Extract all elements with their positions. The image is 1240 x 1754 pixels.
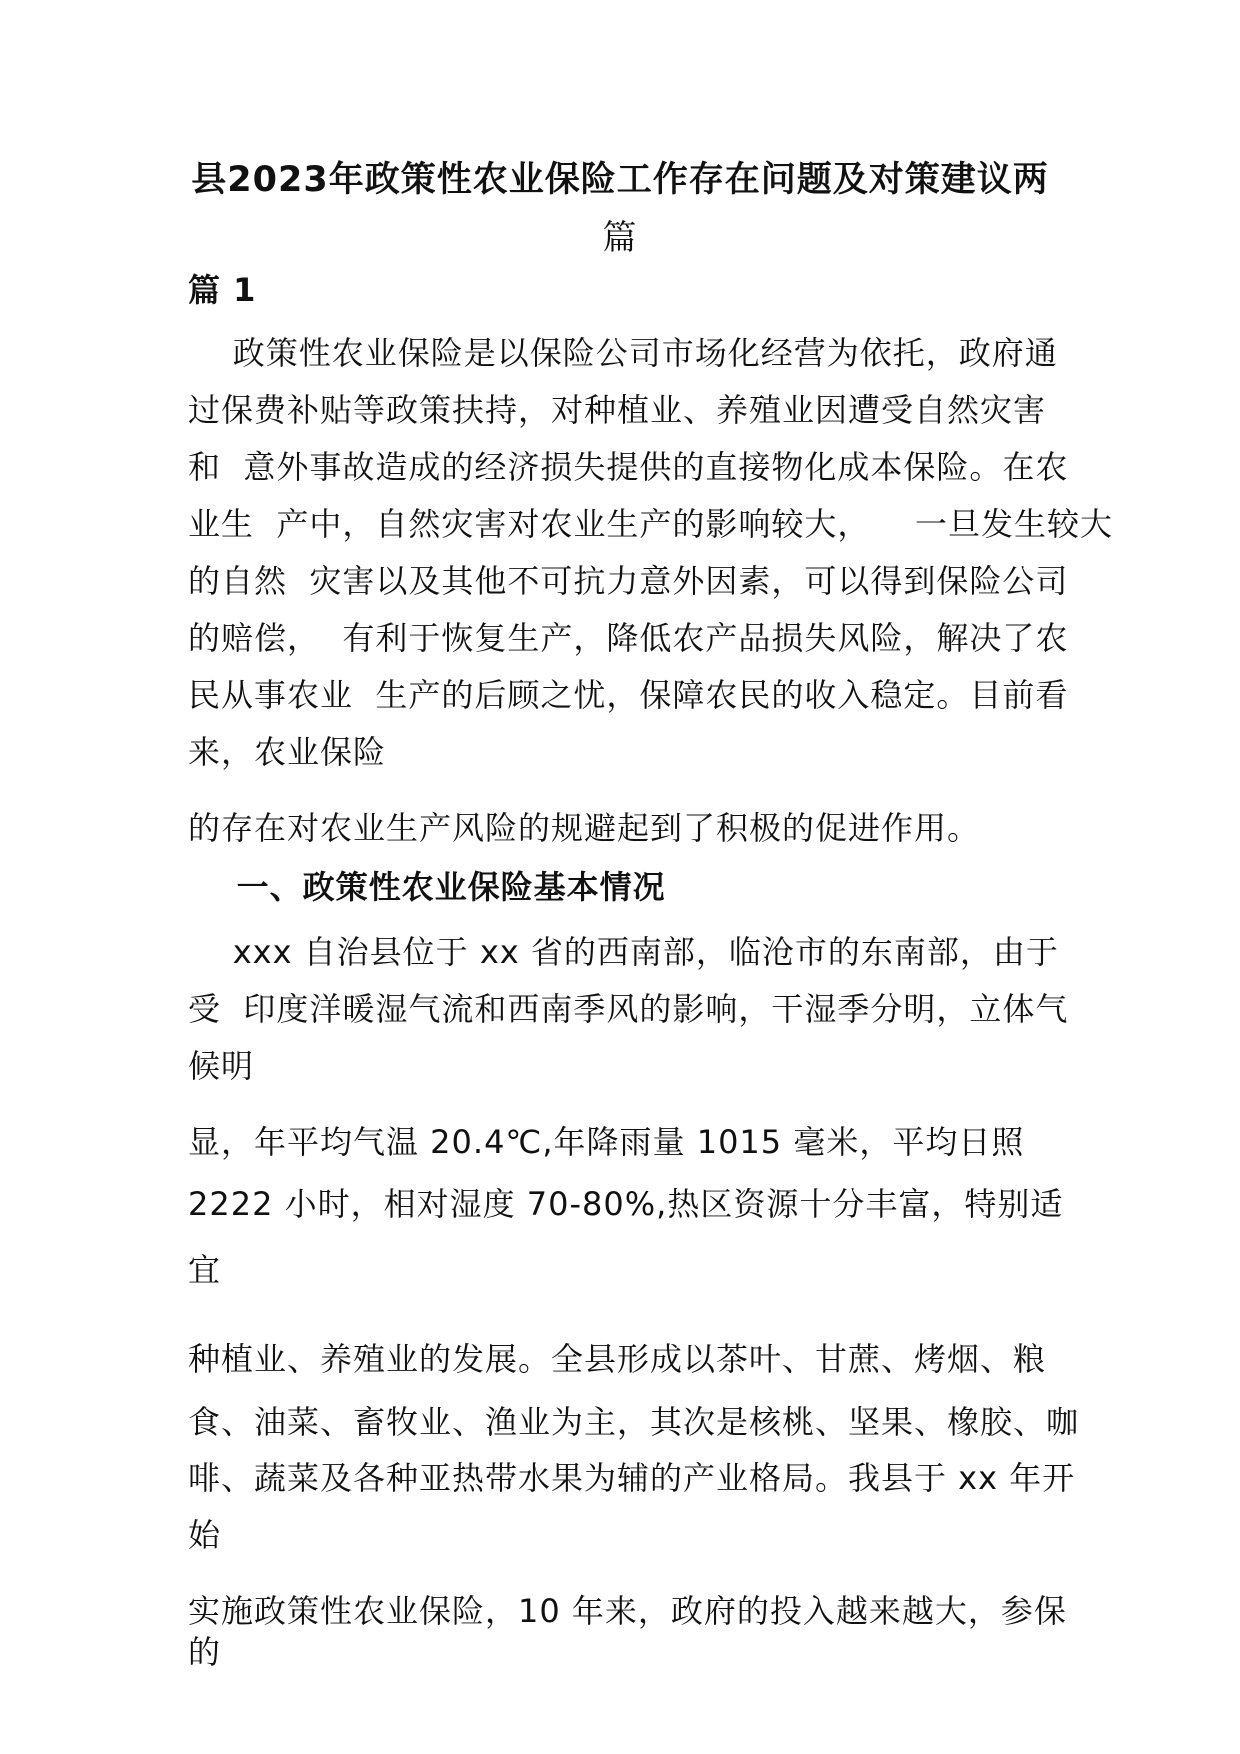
paragraph-line: 受 印度洋暖湿气流和西南季风的影响，干湿季分明，立体气 (188, 990, 1069, 1028)
section-heading: 一、政策性农业保险基本情况 (188, 868, 666, 906)
paragraph-line: 业生 产中，自然灾害对农业生产的影响较大， 一旦发生较大 (188, 505, 1114, 543)
paragraph-line: 候明 (188, 1047, 255, 1085)
paragraph-line: 始 (188, 1516, 222, 1554)
paragraph-line: 民从事农业 生产的后顾之忧，保障农民的收入稳定。目前看 (188, 676, 1069, 714)
paragraph-line: 和 意外事故造成的经济损失提供的直接物化成本保险。在农 (188, 448, 1069, 486)
paragraph-line: 的自然 灾害以及其他不可抗力意外因素，可以得到保险公司 (188, 562, 1069, 600)
paragraph-line: 实施政策性农业保险，10 年来，政府的投入越来越大，参保 (188, 1592, 1067, 1630)
paragraph-line: 的赔偿， 有利于恢复生产，降低农产品损失风险，解决了农 (188, 619, 1069, 657)
paragraph-line: 宜 (188, 1251, 222, 1289)
paragraph-line: 啡、蔬菜及各种亚热带水果为辅的产业格局。我县于 xx 年开 (188, 1459, 1076, 1497)
paragraph-line: 政策性农业保险是以保险公司市场化经营为依托，政府通 (188, 334, 1058, 372)
paragraph-line: 过保费补贴等政策扶持，对种植业、养殖业因遭受自然灾害 (188, 391, 1047, 429)
paragraph-line: 种植业、养殖业的发展。全县形成以茶叶、甘蔗、烤烟、粮 (188, 1340, 1047, 1378)
paragraph-line: 2222 小时，相对湿度 70-80%,热区资源十分丰富，特别适 (188, 1185, 1064, 1223)
part-label: 篇 1 (188, 271, 257, 309)
paragraph-line: 显，年平均气温 20.4℃,年降雨量 1015 毫米，平均日照 (188, 1123, 1025, 1161)
paragraph-line: 来，农业保险 (188, 733, 387, 771)
paragraph-line: 食、油菜、畜牧业、渔业为主，其次是核桃、坚果、橡胶、咖 (188, 1403, 1080, 1441)
document-title-line-1: 县2023年政策性农业保险工作存在问题及对策建议两 (191, 160, 1049, 200)
paragraph-line: 的 (188, 1633, 222, 1671)
paragraph-line: xxx 自治县位于 xx 省的西南部，临沧市的东南部，由于 (188, 933, 1059, 971)
document-title-line-2: 篇 (602, 218, 638, 258)
paragraph-line: 的存在对农业生产风险的规避起到了积极的促进作用。 (188, 809, 981, 847)
